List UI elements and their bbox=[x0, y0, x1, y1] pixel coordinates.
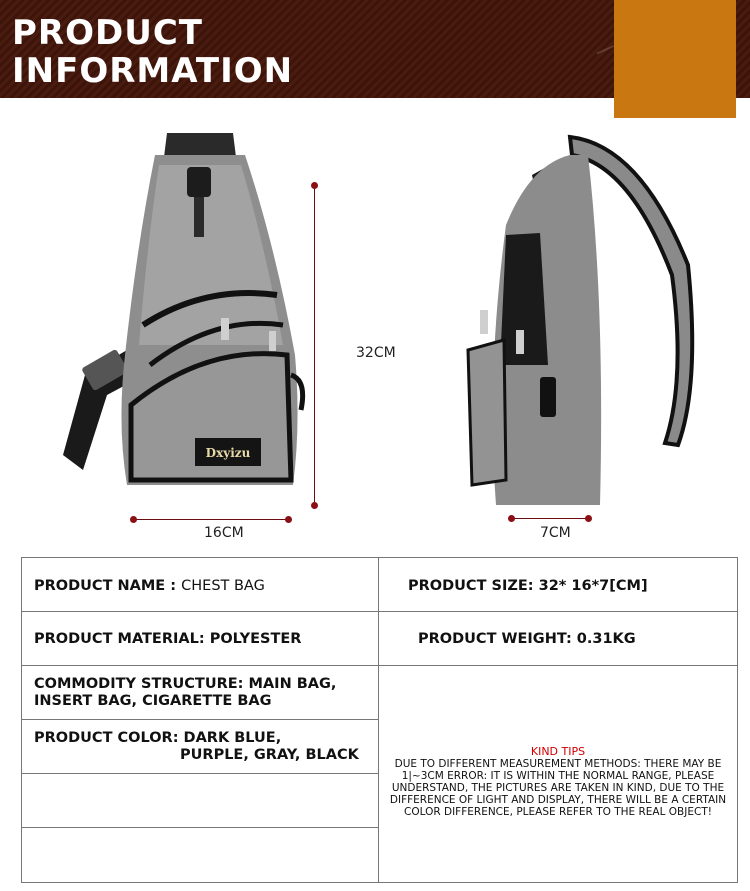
width-dimension-line bbox=[134, 519, 289, 520]
front-buckle bbox=[187, 167, 211, 197]
page-title bbox=[12, 14, 293, 90]
spec-commodity-structure bbox=[34, 676, 336, 710]
depth-marker-right bbox=[585, 515, 592, 522]
spec-product-name-value: CHEST BAG bbox=[181, 578, 265, 594]
kind-tips bbox=[384, 745, 732, 818]
side-usb-port bbox=[540, 377, 556, 417]
page-title-line2: INFORMATION bbox=[12, 51, 294, 91]
table-column-divider bbox=[378, 558, 379, 882]
zipper-pull-2 bbox=[269, 331, 276, 351]
spec-product-size: PRODUCT SIZE: 32* 16*7[CM] bbox=[408, 578, 648, 594]
table-row-divider bbox=[22, 773, 379, 774]
spec-product-color bbox=[34, 730, 359, 764]
side-zipper-pull bbox=[480, 310, 488, 334]
width-label: 16CM bbox=[204, 525, 244, 541]
table-row-divider bbox=[22, 665, 737, 666]
height-dimension-line bbox=[314, 186, 315, 506]
depth-marker-left bbox=[508, 515, 515, 522]
spec-product-name-label: PRODUCT NAME : bbox=[34, 578, 177, 594]
product-side-image bbox=[460, 125, 700, 510]
side-zipper-pull-2 bbox=[516, 330, 524, 354]
spec-product-name bbox=[34, 578, 265, 594]
table-row-divider bbox=[22, 719, 379, 720]
spec-product-material: PRODUCT MATERIAL: POLYESTER bbox=[34, 631, 302, 647]
spec-structure-line1: COMMODITY STRUCTURE: MAIN BAG, bbox=[34, 676, 337, 692]
spec-table bbox=[21, 557, 738, 883]
kind-tips-title: KIND TIPS bbox=[530, 745, 586, 758]
depth-dimension-line bbox=[512, 518, 589, 519]
depth-label: 7CM bbox=[540, 525, 571, 541]
spec-product-weight: PRODUCT WEIGHT: 0.31KG bbox=[418, 631, 636, 647]
height-marker-top bbox=[311, 182, 318, 189]
brand-label-text: Dxyizu bbox=[205, 446, 251, 460]
header-accent-block bbox=[614, 0, 736, 118]
width-marker-right bbox=[285, 516, 292, 523]
side-pocket bbox=[468, 340, 506, 485]
table-row-divider bbox=[22, 611, 737, 612]
spec-structure-line2: INSERT BAG, CIGARETTE BAG bbox=[34, 693, 272, 709]
kind-tips-body: DUE TO DIFFERENT MEASUREMENT METHODS: THERE MAY BE 1|~3CM ERROR: IT IS WITHIN THE NORMAL RANGE, PLEASE UNDERSTAND, THE PICTURES ARE TAKEN IN KIND, DUE TO THE DIFFERENCE OF LIGHT AND DISPLAY, THERE WILL BE A CERTAIN COLOR DIFFERENCE, PLEASE REFER TO THE REAL OBJECT! bbox=[389, 758, 727, 818]
product-front-image bbox=[55, 125, 310, 500]
width-marker-left bbox=[130, 516, 137, 523]
buckle-strap bbox=[194, 197, 204, 237]
spec-color-line2: PURPLE, GRAY, BLACK bbox=[180, 747, 359, 763]
zipper-pull-1 bbox=[221, 318, 229, 340]
height-label: 32CM bbox=[356, 345, 396, 361]
table-row-divider bbox=[22, 827, 379, 828]
page-title-line1: PRODUCT bbox=[12, 13, 203, 53]
height-marker-bottom bbox=[311, 502, 318, 509]
spec-color-line1: PRODUCT COLOR: DARK BLUE, bbox=[34, 730, 282, 746]
